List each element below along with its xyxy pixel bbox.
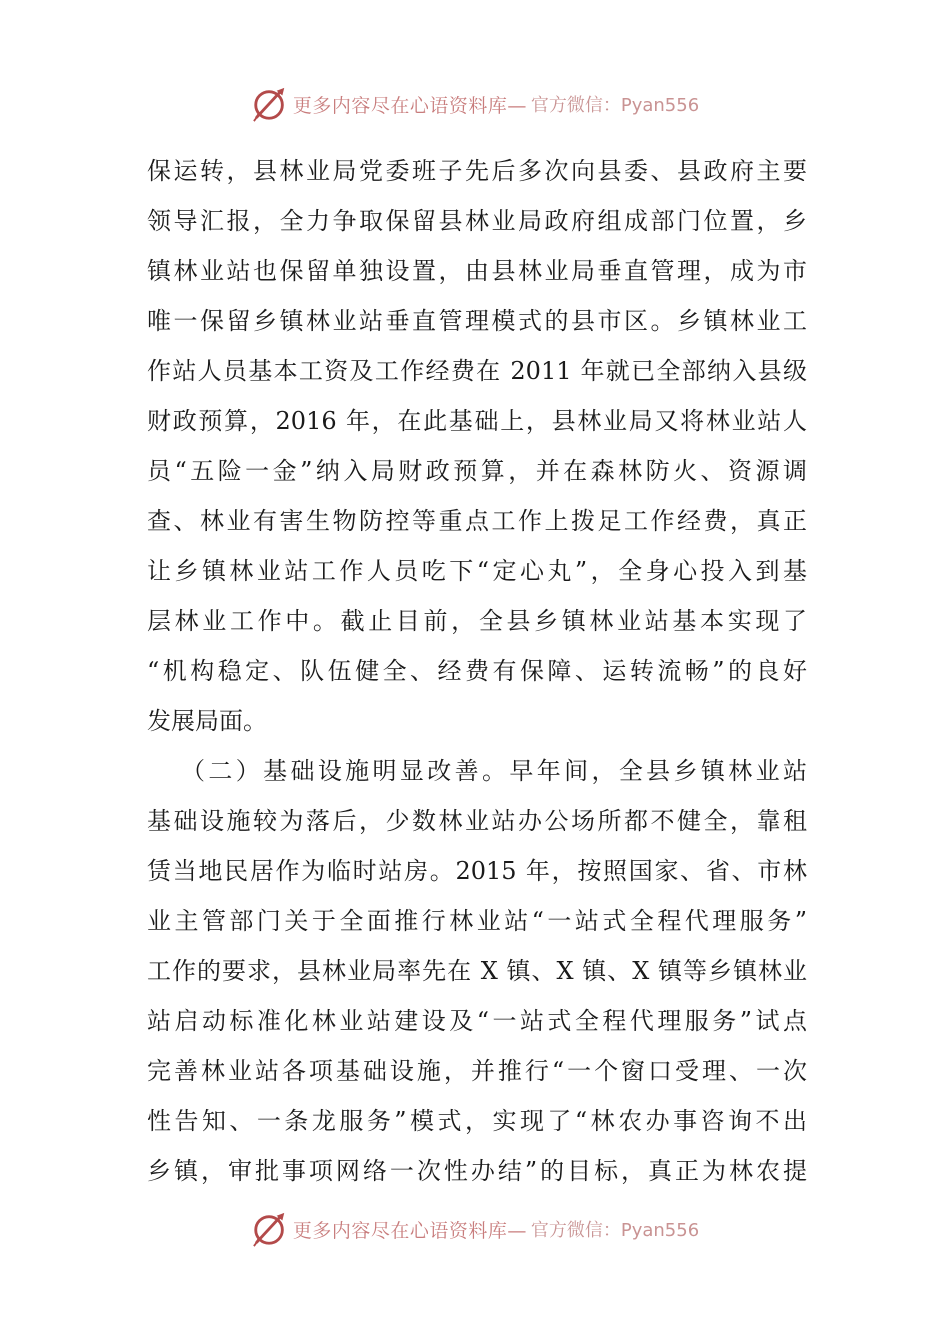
header-watermark	[0, 82, 950, 126]
text-line: 基础设施较为落后，少数林业站办公场所都不健全，靠租	[147, 807, 807, 835]
text-line: 层林业工作中。截止目前，全县乡镇林业站基本实现了	[147, 607, 807, 635]
header-watermark-sub: 官方微信：Pyan556	[530, 95, 700, 116]
pen-logo-icon	[251, 1210, 289, 1248]
footer-watermark-inner	[251, 1210, 699, 1248]
text-line: 财政预算，2016 年，在此基础上，县林业局又将林业站人	[147, 407, 807, 435]
text-line: 作站人员基本工资及工作经费在 2011 年就已全部纳入县级	[147, 357, 807, 385]
footer-watermark-main: 更多内容尽在心语资料库—	[292, 1219, 527, 1242]
text-line: 赁当地民居作为临时站房。2015 年，按照国家、省、市林	[147, 857, 807, 885]
footer-watermark-sub: 官方微信：Pyan556	[530, 1220, 700, 1241]
text-line: 乡镇，审批事项网络一次性办结”的目标，真正为林农提	[147, 1157, 807, 1185]
text-line: 保运转，县林业局党委班子先后多次向县委、县政府主要	[147, 157, 807, 185]
text-line: 完善林业站各项基础设施，并推行“一个窗口受理、一次	[147, 1057, 807, 1085]
header-watermark-main: 更多内容尽在心语资料库—	[292, 94, 527, 117]
text-line: 性告知、一条龙服务”模式，实现了“林农办事咨询不出	[147, 1107, 807, 1135]
text-line: 让乡镇林业站工作人员吃下“定心丸”，全身心投入到基	[147, 557, 807, 585]
text-line: 发展局面。	[147, 707, 267, 735]
text-line: （二）基础设施明显改善。早年间，全县乡镇林业站	[181, 757, 807, 785]
text-line: 领导汇报，全力争取保留县林业局政府组成部门位置，乡	[147, 207, 807, 235]
document-body	[147, 146, 807, 1196]
text-line: “机构稳定、队伍健全、经费有保障、运转流畅”的良好	[147, 657, 807, 685]
header-watermark-inner	[251, 85, 699, 123]
text-line: 唯一保留乡镇林业站垂直管理模式的县市区。乡镇林业工	[147, 307, 807, 335]
pen-logo-icon	[251, 85, 289, 123]
text-line: 站启动标准化林业站建设及“一站式全程代理服务”试点	[147, 1007, 807, 1035]
text-line: 查、林业有害生物防控等重点工作上拨足工作经费，真正	[147, 507, 807, 535]
text-line: 工作的要求，县林业局率先在 X 镇、X 镇、X 镇等乡镇林业	[147, 957, 807, 985]
text-line: 业主管部门关于全面推行林业站“一站式全程代理服务”	[147, 907, 807, 935]
text-line: 员“五险一金”纳入局财政预算，并在森林防火、资源调	[147, 457, 807, 485]
text-line: 镇林业站也保留单独设置，由县林业局垂直管理，成为市	[147, 257, 807, 285]
footer-watermark	[0, 1207, 950, 1251]
